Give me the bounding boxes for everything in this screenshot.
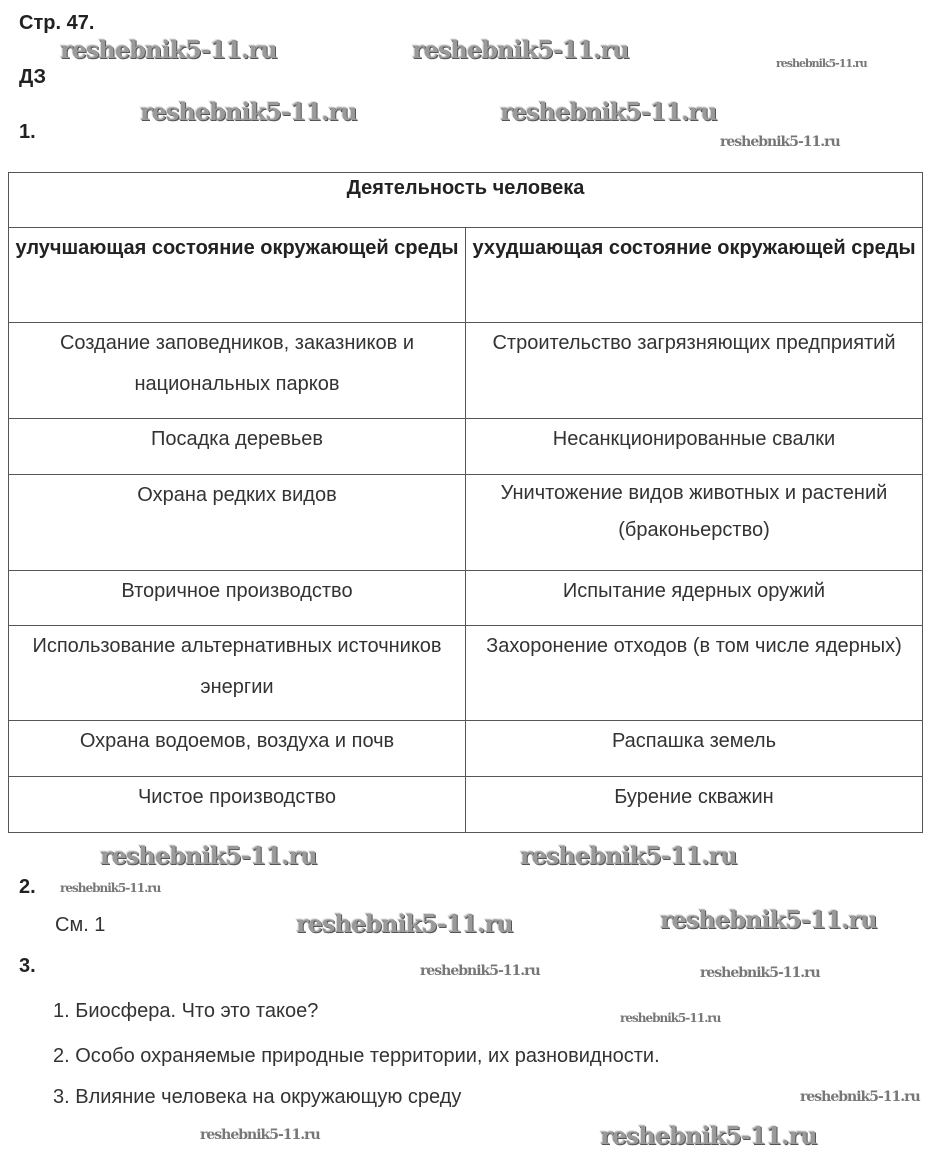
cell: Строительство загрязняющих предприятий: [466, 323, 923, 419]
watermark: reshebnik5-11.ru: [776, 57, 867, 70]
cell: Уничтожение видов животных и растений (браконьерство): [466, 475, 923, 571]
question-1-number: 1.: [19, 121, 36, 143]
watermark: reshebnik5-11.ru: [100, 841, 317, 870]
watermark: reshebnik5-11.ru: [720, 134, 840, 150]
cell: Использование альтернативных источников энергии: [9, 626, 466, 721]
col-header-improving: улучшающая состояние окружающей среды: [9, 228, 466, 323]
list-item: 2. Особо охраняемые природные территории, их разновидности.: [53, 1045, 660, 1067]
cell: Вторичное производство: [9, 571, 466, 626]
cell: Несанкционированные свалки: [466, 419, 923, 475]
question-2-answer: См. 1: [55, 914, 106, 936]
cell: Охрана водоемов, воздуха и почв: [9, 721, 466, 777]
cell: Создание заповедников, заказников и национальных парков: [9, 323, 466, 419]
activity-table: [8, 172, 923, 833]
section-label: ДЗ: [19, 66, 47, 88]
list-item: 3. Влияние человека на окружающую среду: [53, 1086, 462, 1108]
watermark: reshebnik5-11.ru: [296, 909, 513, 938]
cell: Захоронение отходов (в том числе ядерных): [466, 626, 923, 721]
watermark: reshebnik5-11.ru: [200, 1127, 320, 1143]
question-3-number: 3.: [19, 955, 36, 977]
watermark: reshebnik5-11.ru: [520, 841, 737, 870]
watermark: reshebnik5-11.ru: [660, 905, 877, 934]
cell: Чистое производство: [9, 777, 466, 833]
cell: Распашка земель: [466, 721, 923, 777]
watermark: reshebnik5-11.ru: [60, 881, 161, 895]
list-item: 1. Биосфера. Что это такое?: [53, 1000, 319, 1022]
cell: Бурение скважин: [466, 777, 923, 833]
watermark: reshebnik5-11.ru: [140, 97, 357, 126]
cell: Охрана редких видов: [9, 475, 466, 571]
watermark: reshebnik5-11.ru: [700, 965, 820, 981]
watermark: reshebnik5-11.ru: [600, 1121, 817, 1150]
watermark: reshebnik5-11.ru: [412, 35, 629, 64]
page-number: Стр. 47.: [19, 12, 95, 34]
watermark: reshebnik5-11.ru: [800, 1089, 920, 1105]
table-title: Деятельность человека: [9, 173, 923, 228]
watermark: reshebnik5-11.ru: [620, 1011, 721, 1025]
cell: Испытание ядерных оружий: [466, 571, 923, 626]
watermark: reshebnik5-11.ru: [60, 35, 277, 64]
question-2-number: 2.: [19, 876, 36, 898]
cell: Посадка деревьев: [9, 419, 466, 475]
col-header-worsening: ухудшающая состояние окружающей среды: [466, 228, 923, 323]
watermark: reshebnik5-11.ru: [500, 97, 717, 126]
watermark: reshebnik5-11.ru: [420, 963, 540, 979]
